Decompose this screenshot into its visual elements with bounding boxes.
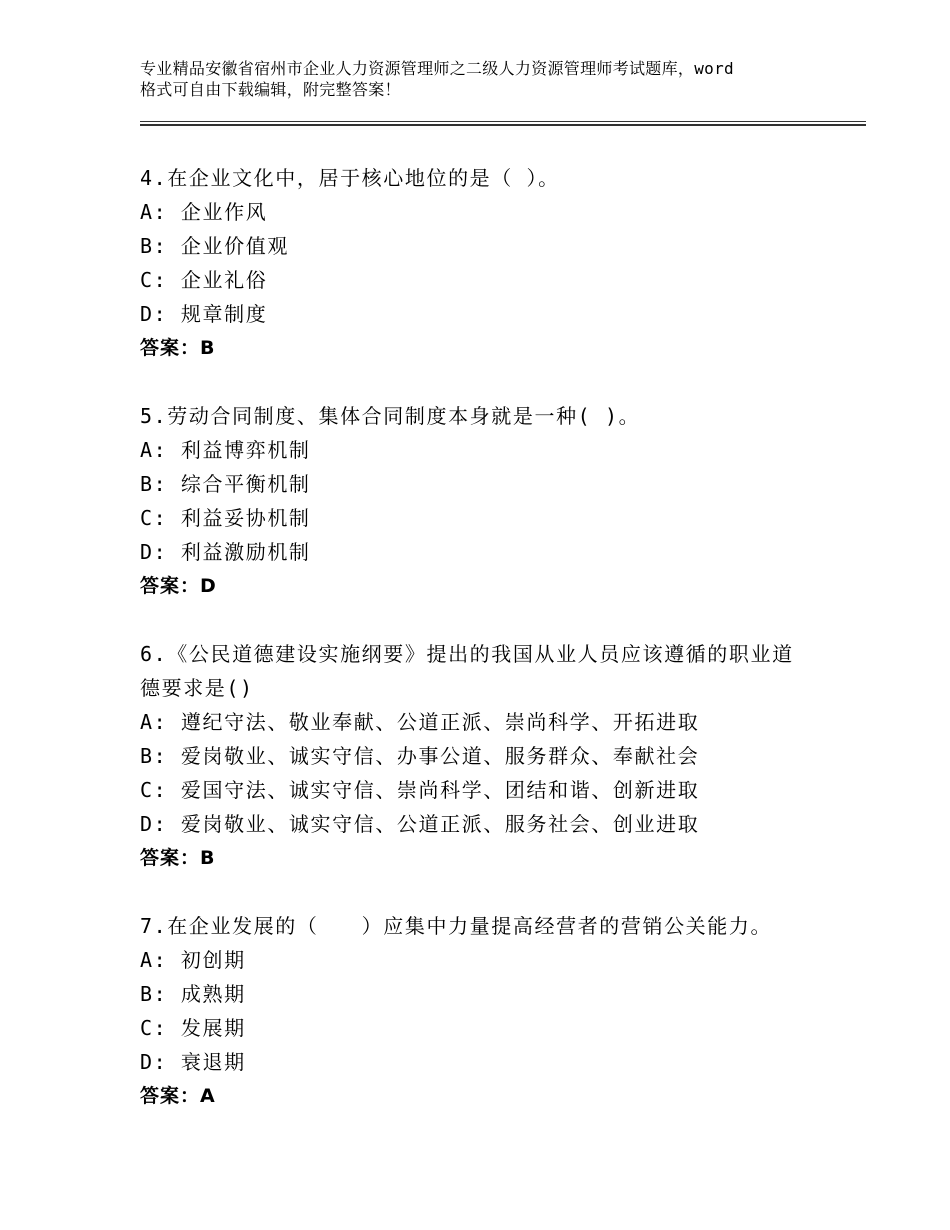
question-5 (140, 399, 860, 603)
question-stem: 4.在企业文化中，居于核心地位的是（ ）。 (140, 166, 560, 190)
option-c: C: 爱国守法、诚实守信、崇尚科学、团结和谐、创新进取 (140, 778, 700, 802)
header-divider (140, 121, 866, 126)
document-header (140, 58, 840, 100)
option-a: A: 初创期 (140, 948, 246, 972)
option-b: B: 综合平衡机制 (140, 472, 311, 496)
answer-label: 答案：A (140, 1085, 216, 1107)
option-a: A: 遵纪守法、敬业奉献、公道正派、崇尚科学、开拓进取 (140, 710, 700, 734)
answer-label: 答案：B (140, 847, 216, 869)
option-c: C: 发展期 (140, 1016, 246, 1040)
option-d: D: 利益激励机制 (140, 540, 311, 564)
question-4 (140, 161, 860, 365)
option-c: C: 企业礼俗 (140, 268, 268, 292)
option-b: B: 爱岗敬业、诚实守信、办事公道、服务群众、奉献社会 (140, 744, 700, 768)
option-b: B: 企业价值观 (140, 234, 289, 258)
answer-label: 答案：D (140, 575, 217, 597)
answer-label: 答案：B (140, 337, 216, 359)
option-c: C: 利益妥协机制 (140, 506, 311, 530)
question-7 (140, 909, 860, 1113)
option-b: B: 成熟期 (140, 982, 246, 1006)
header-line-2: 格式可自由下载编辑，附完整答案！ (140, 80, 401, 99)
option-d: D: 衰退期 (140, 1050, 246, 1074)
question-stem-line-2: 德要求是() (140, 676, 254, 700)
question-stem-line-1: 6.《公民道德建设实施纲要》提出的我国从业人员应该遵循的职业道 (140, 642, 794, 666)
question-6 (140, 637, 860, 875)
question-stem: 7.在企业发展的（ ）应集中力量提高经营者的营销公关能力。 (140, 914, 773, 938)
option-a: A: 企业作风 (140, 200, 268, 224)
option-a: A: 利益博弈机制 (140, 438, 311, 462)
header-line-1: 专业精品安徽省宿州市企业人力资源管理师之二级人力资源管理师考试题库，word (140, 59, 734, 78)
question-list (140, 161, 860, 1147)
option-d: D: 规章制度 (140, 302, 268, 326)
option-d: D: 爱岗敬业、诚实守信、公道正派、服务社会、创业进取 (140, 812, 700, 836)
question-stem: 5.劳动合同制度、集体合同制度本身就是一种( )。 (140, 404, 641, 428)
